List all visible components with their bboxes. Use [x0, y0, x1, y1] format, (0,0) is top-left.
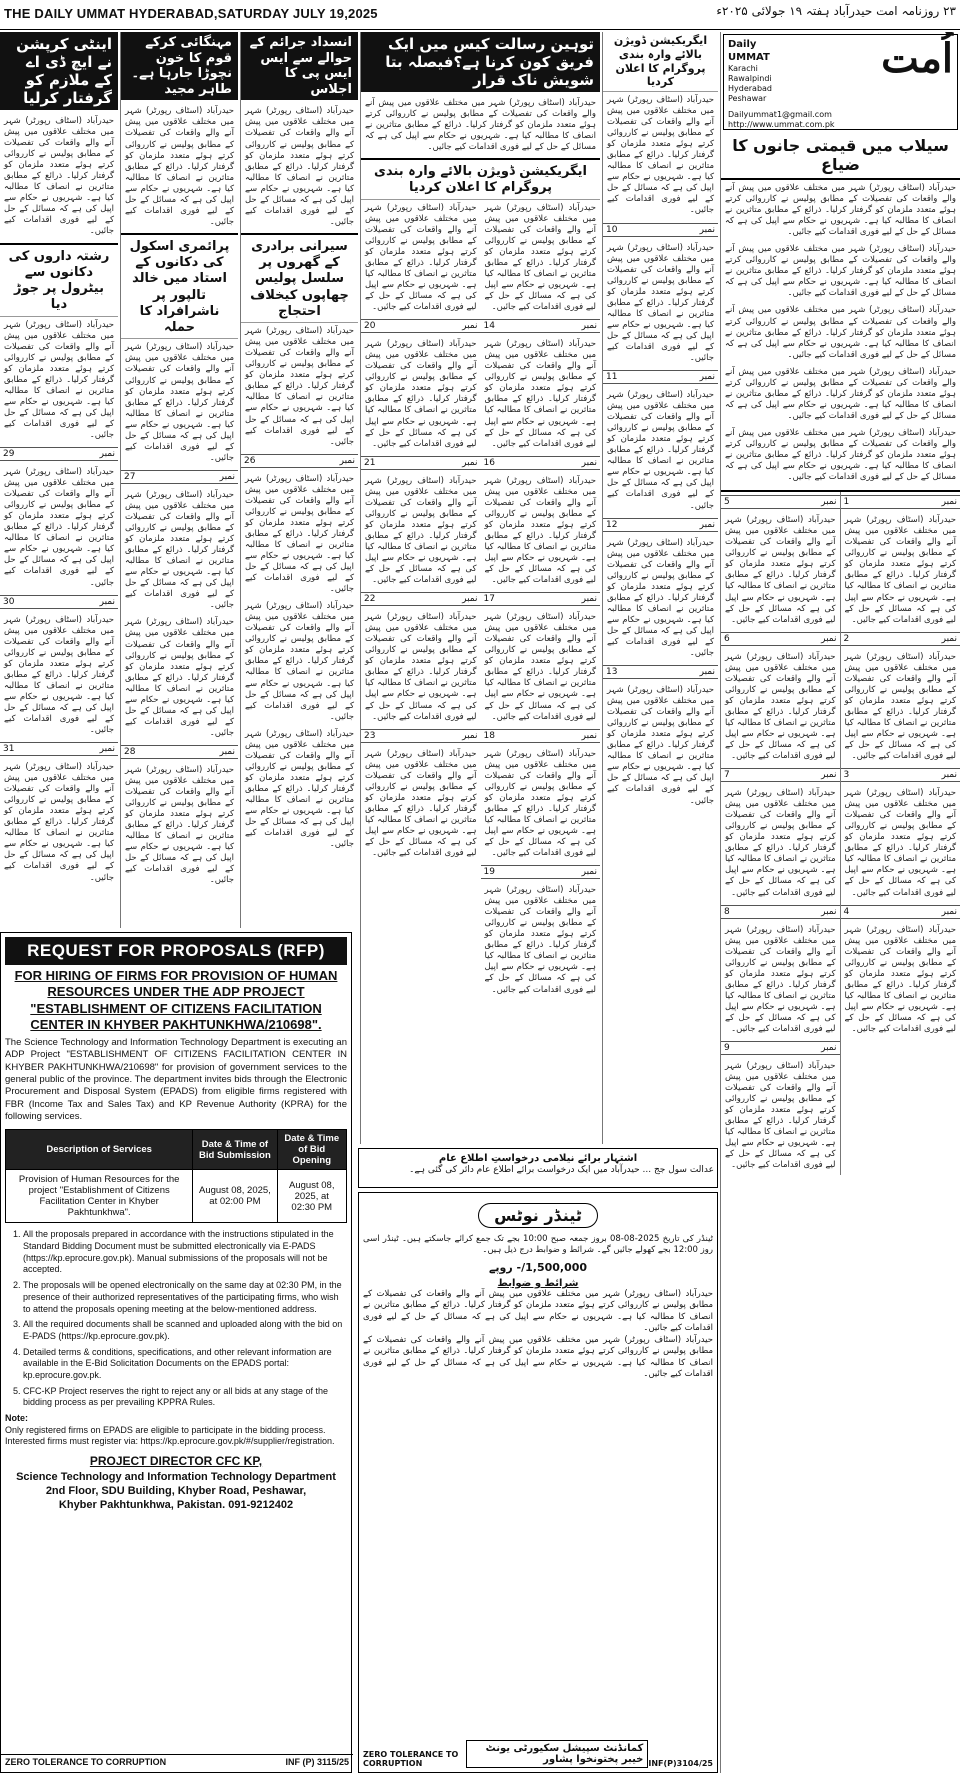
column-body-text: حیدرآباد (اسٹاف رپورٹر) شہر میں مختلف علاقوں میں پیش آنے والے واقعات کی تفصیلات کے مطابق پولیس نے کارروائی کرتے ہوئے متعدد ملزمان کو گرفتار کرلیا۔ ذرائع کے مطابق متاثرین نے انصاف کا مطالبہ کیا ہے۔ شہریوں نے حکام سے اپیل کی ہے کہ مسائل کے حل کے لیے فوری اقدامات کیے جائیں۔ — [4, 319, 114, 440]
news-column-2 — [240, 32, 358, 928]
list-item: 5. CFC-KP Project reserves the right to reject any or all bids at any stage of the bidding process as per prevailing KPPRA Rules. — [23, 1386, 347, 1409]
column-body-text: حیدرآباد (اسٹاف رپورٹر) شہر میں مختلف علاقوں میں پیش آنے والے واقعات کی تفصیلات کے مطابق پولیس نے کارروائی کرتے ہوئے متعدد ملزمان کو گرفتار کرلیا۔ ذرائع کے مطابق متاثرین نے انصاف کا مطالبہ کیا ہے۔ شہریوں نے حکام سے اپیل کی ہے کہ مسائل کے حل کے لیے فوری اقدامات کیے جائیں۔ — [4, 467, 114, 588]
table-header: Date & Time of Bid Opening — [277, 1130, 347, 1170]
story-number-box: نمبر 18 — [481, 729, 601, 743]
column-headline: مہنگائی کرکے قوم کا خون نچوڑا جارہا ہے۔طاہر مجید — [121, 32, 238, 100]
zero-tolerance-text: ZERO TOLERANCE TO CORRUPTION — [5, 1757, 167, 1767]
table-cell: Provision of Human Resources for the project "Establishment of Citizens Facilitation Center in Khyber Pakhtunkhwa". — [6, 1170, 193, 1223]
column-subheadline: سیرانی برادری کے گھروں پر سلسل پولیس چھاپوں کیخلاف احتجاج — [241, 237, 358, 323]
column-body-text: حیدرآباد (اسٹاف رپورٹر) شہر میں مختلف علاقوں میں پیش آنے والے واقعات کی تفصیلات کے مطابق پولیس نے کارروائی کرتے ہوئے متعدد ملزمان کو گرفتار کرلیا۔ ذرائع کے مطابق متاثرین نے انصاف کا مطالبہ کیا ہے۔ شہریوں نے حکام سے اپیل کی ہے کہ مسائل کے حل کے لیے فوری اقدامات کیے جائیں۔ — [365, 202, 477, 313]
tender-text: ٹینڈر کی تاریخ 2025-08-08 بروز جمعہ صبح 10:00 بجے تک جمع کرائے جاسکتے ہیں۔ ٹینڈر اسی روز 12:00 بجے کھولے جائیں گے۔ شرائط و ضوابط درج ذیل ہیں۔ — [363, 1234, 713, 1256]
public-notice — [358, 1148, 718, 1188]
column-body-text: حیدرآباد (اسٹاف رپورٹر) شہر میں مختلف علاقوں میں پیش آنے والے واقعات کی تفصیلات کے مطابق پولیس نے کارروائی کرتے ہوئے متعدد ملزمان کو گرفتار کرلیا۔ ذرائع کے مطابق متاثرین نے انصاف کا مطالبہ کیا ہے۔ شہریوں نے حکام سے اپیل کی ہے کہ مسائل کے حل کے لیے فوری اقدامات کیے جائیں۔ — [245, 326, 354, 447]
story-number-box: نمبر 21 — [361, 456, 481, 470]
news-column-1 — [360, 32, 600, 1144]
rfp-note-label: Note: — [5, 1413, 28, 1424]
rfp-advertisement — [0, 932, 352, 1773]
story-number-box: نمبر 26 — [241, 454, 358, 468]
column-body-text: حیدرآباد (اسٹاف رپورٹر) شہر میں مختلف علاقوں میں پیش آنے والے واقعات کی تفصیلات کے مطابق پولیس نے کارروائی کرتے ہوئے متعدد ملزمان کو گرفتار کرلیا۔ ذرائع کے مطابق متاثرین نے انصاف کا مطالبہ کیا ہے۔ شہریوں نے حکام سے اپیل کی ہے کہ مسائل کے حل کے لیے فوری اقدامات کیے جائیں۔ — [365, 612, 477, 722]
list-item: 3. All the required documents shall be scanned and uploaded along with the bid on E-PADS (https://kp.eprocure.gov.pk). — [23, 1319, 347, 1342]
column-body-text: حیدرآباد (اسٹاف رپورٹر) شہر میں مختلف علاقوں میں پیش آنے والے واقعات کی تفصیلات کے مطابق پولیس نے کارروائی کرتے ہوئے متعدد ملزمان کو گرفتار کرلیا۔ ذرائع کے مطابق متاثرین نے انصاف کا مطالبہ کیا ہے۔ شہریوں نے حکام سے اپیل کی ہے کہ مسائل کے حل کے لیے فوری اقدامات کیے جائیں۔ — [844, 515, 956, 625]
column-body-text: حیدرآباد (اسٹاف رپورٹر) شہر میں مختلف علاقوں میں پیش آنے والے واقعات کی تفصیلات کے مطابق پولیس نے کارروائی کرتے ہوئے متعدد ملزمان کو گرفتار کرلیا۔ ذرائع کے مطابق متاثرین نے انصاف کا مطالبہ کیا ہے۔ شہریوں نے حکام سے اپیل کی ہے کہ مسائل کے حل کے لیے فوری اقدامات کیے جائیں۔ — [484, 748, 596, 859]
story-number-box: نمبر 8 — [721, 905, 840, 919]
column-body-text: حیدرآباد (اسٹاف رپورٹر) شہر میں مختلف علاقوں میں پیش آنے والے واقعات کی تفصیلات کے مطابق پولیس نے کارروائی کرتے ہوئے متعدد ملزمان کو گرفتار کرلیا۔ ذرائع کے مطابق متاثرین نے انصاف کا مطالبہ کیا ہے۔ شہریوں نے حکام سے اپیل کی ہے کہ مسائل کے حل کے لیے فوری اقدامات کیے جائیں۔ — [365, 98, 596, 153]
story-number-box: نمبر 5 — [721, 495, 840, 509]
story-number-box: نمبر 3 — [841, 768, 960, 782]
column-body-text: حیدرآباد (اسٹاف رپورٹر) شہر میں مختلف علاقوں میں پیش آنے والے واقعات کی تفصیلات کے مطابق پولیس نے کارروائی کرتے ہوئے متعدد ملزمان کو گرفتار کرلیا۔ ذرائع کے مطابق متاثرین نے انصاف کا مطالبہ کیا ہے۔ شہریوں نے حکام سے اپیل کی ہے کہ مسائل کے حل کے لیے فوری اقدامات کیے جائیں۔ — [725, 1061, 836, 1171]
story-number-box: نمبر 20 — [361, 319, 481, 333]
tender-conditions: حیدرآباد (اسٹاف رپورٹر) شہر میں مختلف علاقوں میں پیش آنے والے واقعات کی تفصیلات کے مطابق پولیس نے کارروائی کرتے ہوئے متعدد ملزمان کو گرفتار کرلیا۔ ذرائع کے مطابق متاثرین نے انصاف کا مطالبہ کیا ہے۔ شہریوں نے حکام سے اپیل کی ہے کہ مسائل کے حل کے لیے فوری اقدامات کیے جائیں۔ — [363, 1334, 713, 1380]
zero-tolerance-text: ZERO TOLERANCE TO CORRUPTION — [363, 1750, 459, 1768]
rfp-schedule-table — [5, 1129, 347, 1223]
story-number-box: نمبر 7 — [721, 768, 840, 782]
editorial-body-text: حیدرآباد (اسٹاف رپورٹر) شہر میں مختلف علاقوں میں پیش آنے والے واقعات کی تفصیلات کے مطابق پولیس نے کارروائی کرتے ہوئے متعدد ملزمان کو گرفتار کرلیا۔ ذرائع کے مطابق متاثرین نے انصاف کا مطالبہ کیا ہے۔ شہریوں نے حکام سے اپیل کی ہے کہ مسائل کے حل کے لیے فوری اقدامات کیے جائیں۔ — [725, 366, 956, 421]
tender-notice-ad — [358, 1192, 718, 1773]
column-body-text: حیدرآباد (اسٹاف رپورٹر) شہر میں مختلف علاقوں میں پیش آنے والے واقعات کی تفصیلات کے مطابق پولیس نے کارروائی کرتے ہوئے متعدد ملزمان کو گرفتار کرلیا۔ ذرائع کے مطابق متاثرین نے انصاف کا مطالبہ کیا ہے۔ شہریوں نے حکام سے اپیل کی ہے کہ مسائل کے حل کے لیے فوری اقدامات کیے جائیں۔ — [365, 748, 477, 859]
story-number-box: نمبر 17 — [481, 592, 601, 606]
list-item: 4. Detailed terms & conditions, specifications, and other relevant information are available in the E-Bid Solicitation Documents on the EPADS portal: kp.eprocure.gov.pk. — [23, 1347, 347, 1382]
story-number-box: نمبر 10 — [603, 223, 718, 237]
column-headline: انسداد جرائم کے حوالے سے ایس ایس پی کا اجلاس — [241, 32, 358, 100]
inf-reference: INF (P) 3115/25 — [285, 1757, 349, 1767]
column-body-text: حیدرآباد (اسٹاف رپورٹر) شہر میں مختلف علاقوں میں پیش آنے والے واقعات کی تفصیلات کے مطابق پولیس نے کارروائی کرتے ہوئے متعدد ملزمان کو گرفتار کرلیا۔ ذرائع کے مطابق متاثرین نے انصاف کا مطالبہ کیا ہے۔ شہریوں نے حکام سے اپیل کی ہے کہ مسائل کے حل کے لیے فوری اقدامات کیے جائیں۔ — [125, 489, 234, 611]
notice-text: عدالت سول جج ... حیدرآباد میں ایک درخواست برائے اطلاع عام دائر کی گئی ہے۔ — [409, 1165, 714, 1175]
story-number-box: نمبر 11 — [603, 370, 718, 384]
masthead-urdu-title: ۲۳ روزنامہ امت حیدرآباد ہفتہ ۱۹ جولائی ۲۰۲۵ء — [716, 4, 956, 18]
column-body-text: حیدرآباد (اسٹاف رپورٹر) شہر میں مختلف علاقوں میں پیش آنے والے واقعات کی تفصیلات کے مطابق پولیس نے کارروائی کرتے ہوئے متعدد ملزمان کو گرفتار کرلیا۔ ذرائع کے مطابق متاثرین نے انصاف کا مطالبہ کیا ہے۔ شہریوں نے حکام سے اپیل کی ہے کہ مسائل کے حل کے لیے فوری اقدامات کیے جائیں۔ — [607, 242, 714, 363]
story-number-box: نمبر 31 — [0, 742, 118, 756]
tender-footer — [363, 1740, 713, 1768]
story-number-box: نمبر 1 — [841, 495, 960, 509]
column-subheadline: ایگریکیشن ڈویژن بالائے وارہ بندی پروگرام کا اعلان کردیا — [603, 32, 718, 92]
editorial-body-text: حیدرآباد (اسٹاف رپورٹر) شہر میں مختلف علاقوں میں پیش آنے والے واقعات کی تفصیلات کے مطابق پولیس نے کارروائی کرتے ہوئے متعدد ملزمان کو گرفتار کرلیا۔ ذرائع کے مطابق متاثرین نے انصاف کا مطالبہ کیا ہے۔ شہریوں نے حکام سے اپیل کی ہے کہ مسائل کے حل کے لیے فوری اقدامات کیے جائیں۔ — [725, 183, 956, 238]
story-number-box: نمبر 6 — [721, 632, 840, 646]
story-number-box: نمبر 27 — [121, 470, 238, 484]
tender-conditions: حیدرآباد (اسٹاف رپورٹر) شہر میں مختلف علاقوں میں پیش آنے والے واقعات کی تفصیلات کے مطابق پولیس نے کارروائی کرتے ہوئے متعدد ملزمان کو گرفتار کرلیا۔ ذرائع کے مطابق متاثرین نے انصاف کا مطالبہ کیا ہے۔ شہریوں نے حکام سے اپیل کی ہے کہ مسائل کے حل کے لیے فوری اقدامات کیے جائیں۔ — [363, 1288, 713, 1334]
editorial-body-text: حیدرآباد (اسٹاف رپورٹر) شہر میں مختلف علاقوں میں پیش آنے والے واقعات کی تفصیلات کے مطابق پولیس نے کارروائی کرتے ہوئے متعدد ملزمان کو گرفتار کرلیا۔ ذرائع کے مطابق متاثرین نے انصاف کا مطالبہ کیا ہے۔ شہریوں نے حکام سے اپیل کی ہے کہ مسائل کے حل کے لیے فوری اقدامات کیے جائیں۔ — [725, 427, 956, 483]
column-body-text: حیدرآباد (اسٹاف رپورٹر) شہر میں مختلف علاقوں میں پیش آنے والے واقعات کی تفصیلات کے مطابق پولیس نے کارروائی کرتے ہوئے متعدد ملزمان کو گرفتار کرلیا۔ ذرائع کے مطابق متاثرین نے انصاف کا مطالبہ کیا ہے۔ شہریوں نے حکام سے اپیل کی ہے کہ مسائل کے حل کے لیے فوری اقدامات کیے جائیں۔ — [607, 537, 714, 659]
column-body-text: حیدرآباد (اسٹاف رپورٹر) شہر میں مختلف علاقوں میں پیش آنے والے واقعات کی تفصیلات کے مطابق پولیس نے کارروائی کرتے ہوئے متعدد ملزمان کو گرفتار کرلیا۔ ذرائع کے مطابق متاثرین نے انصاف کا مطالبہ کیا ہے۔ شہریوں نے حکام سے اپیل کی ہے کہ مسائل کے حل کے لیے فوری اقدامات کیے جائیں۔ — [844, 924, 956, 1034]
notice-title: اشتہار برائے نیلامی درخواستِ اطلاع عام — [438, 1153, 638, 1164]
column-body-text: حیدرآباد (اسٹاف رپورٹر) شہر میں مختلف علاقوں میں پیش آنے والے واقعات کی تفصیلات کے مطابق پولیس نے کارروائی کرتے ہوئے متعدد ملزمان کو گرفتار کرلیا۔ ذرائع کے مطابق متاثرین نے انصاف کا مطالبہ کیا ہے۔ شہریوں نے حکام سے اپیل کی ہے کہ مسائل کے حل کے لیے فوری اقدامات کیے جائیں۔ — [484, 612, 596, 722]
rfp-subtitle: FOR HIRING OF FIRMS FOR PROVISION OF HUMAN RESOURCES UNDER THE ADP PROJECT "ESTABLISHMENT OF CITIZENS FACILITATION CENTER IN KHYBER PAKHTUNKHWA/210698". — [14, 968, 338, 1032]
list-item: 2. The proposals will be opened electronically on the same day at 02:30 PM, in the presence of their authorized representatives of the participating firms, who wish to attend the proposals opening meeting at the below-mentioned address. — [23, 1280, 347, 1315]
inf-reference: INF(P)3104/25 — [648, 1759, 713, 1768]
newspaper-logo-block — [723, 34, 958, 130]
story-number-box: نمبر 16 — [481, 456, 601, 470]
story-number-box: نمبر 30 — [0, 595, 118, 609]
story-number-box: نمبر 4 — [841, 905, 960, 919]
column-body-text: حیدرآباد (اسٹاف رپورٹر) شہر میں مختلف علاقوں میں پیش آنے والے واقعات کی تفصیلات کے مطابق پولیس نے کارروائی کرتے ہوئے متعدد ملزمان کو گرفتار کرلیا۔ ذرائع کے مطابق متاثرین نے انصاف کا مطالبہ کیا ہے۔ شہریوں نے حکام سے اپیل کی ہے کہ مسائل کے حل کے لیے فوری اقدامات کیے جائیں۔ — [125, 764, 234, 886]
rfp-note: Only registered firms on EPADS are eligible to participate in the bidding process. — [5, 1424, 326, 1435]
story-number-box: نمبر 14 — [481, 319, 601, 333]
editorial-headline: سیلاب میں قیمتی جانوں کا ضیاع — [721, 132, 960, 180]
rfp-points-list — [5, 1229, 347, 1409]
rfp-title: REQUEST FOR PROPOSALS (RFP) — [5, 937, 347, 965]
column-body-text: حیدرآباد (اسٹاف رپورٹر) شہر میں مختلف علاقوں میں پیش آنے والے واقعات کی تفصیلات کے مطابق پولیس نے کارروائی کرتے ہوئے متعدد ملزمان کو گرفتار کرلیا۔ ذرائع کے مطابق متاثرین نے انصاف کا مطالبہ کیا ہے۔ شہریوں نے حکام سے اپیل کی ہے کہ مسائل کے حل کے لیے فوری اقدامات کیے جائیں۔ — [245, 601, 354, 722]
news-column-4 — [0, 32, 118, 928]
rfp-footer — [1, 1754, 353, 1772]
masthead-bar — [0, 0, 960, 30]
column-body-text: حیدرآباد (اسٹاف رپورٹر) شہر میں مختلف علاقوں میں پیش آنے والے واقعات کی تفصیلات کے مطابق پولیس نے کارروائی کرتے ہوئے متعدد ملزمان کو گرفتار کرلیا۔ ذرائع کے مطابق متاثرین نے انصاف کا مطالبہ کیا ہے۔ شہریوں نے حکام سے اپیل کی ہے کہ مسائل کے حل کے لیے فوری اقدامات کیے جائیں۔ — [4, 116, 114, 237]
column-body-text: حیدرآباد (اسٹاف رپورٹر) شہر میں مختلف علاقوں میں پیش آنے والے واقعات کی تفصیلات کے مطابق پولیس نے کارروائی کرتے ہوئے متعدد ملزمان کو گرفتار کرلیا۔ ذرائع کے مطابق متاثرین نے انصاف کا مطالبہ کیا ہے۔ شہریوں نے حکام سے اپیل کی ہے کہ مسائل کے حل کے لیے فوری اقدامات کیے جائیں۔ — [725, 788, 836, 898]
story-number-box: نمبر 9 — [721, 1041, 840, 1055]
table-header: Date & Time of Bid Submission — [193, 1130, 277, 1170]
logo-latin-block: Daily UMMAT Karachi Rawalpindi Hyderabad Peshawar — [728, 39, 772, 103]
column-body-text: حیدرآباد (اسٹاف رپورٹر) شہر میں مختلف علاقوں میں پیش آنے والے واقعات کی تفصیلات کے مطابق پولیس نے کارروائی کرتے ہوئے متعدد ملزمان کو گرفتار کرلیا۔ ذرائع کے مطابق متاثرین نے انصاف کا مطالبہ کیا ہے۔ شہریوں نے حکام سے اپیل کی ہے کہ مسائل کے حل کے لیے فوری اقدامات کیے جائیں۔ — [607, 685, 714, 806]
column-body-text: حیدرآباد (اسٹاف رپورٹر) شہر میں مختلف علاقوں میں پیش آنے والے واقعات کی تفصیلات کے مطابق پولیس نے کارروائی کرتے ہوئے متعدد ملزمان کو گرفتار کرلیا۔ ذرائع کے مطابق متاثرین نے انصاف کا مطالبہ کیا ہے۔ شہریوں نے حکام سے اپیل کی ہے کہ مسائل کے حل کے لیے فوری اقدامات کیے جائیں۔ — [844, 651, 956, 762]
table-row — [6, 1170, 347, 1223]
column-subheadline: پرائمری اسکول کی دکانوں کے استاد میں خالد تالپور پر ناشرافراد کا حملہ — [121, 237, 238, 340]
rfp-project-director: PROJECT DIRECTOR CFC KP, Science Technology and Information Technology Department 2nd Floor, SDU Building, Khyber Road, Peshawar, Khyber Pakhtunkhwa, Pakistan. 091-9212402 — [16, 1454, 336, 1512]
tender-conditions-title: شرائط و ضوابط — [497, 1277, 579, 1289]
story-number-box: نمبر 12 — [603, 518, 718, 532]
column-headline: اینٹی کرپشن نے ایچ ڈی اے کے ملازم کو گرفتار کرلیا — [0, 32, 118, 110]
tender-stamp: کمانڈنٹ سپیشل سکیورٹی یونٹ خیبر پختونخوا پشاور — [466, 1740, 648, 1768]
column-body-text: حیدرآباد (اسٹاف رپورٹر) شہر میں مختلف علاقوں میں پیش آنے والے واقعات کی تفصیلات کے مطابق پولیس نے کارروائی کرتے ہوئے متعدد ملزمان کو گرفتار کرلیا۔ ذرائع کے مطابق متاثرین نے انصاف کا مطالبہ کیا ہے۔ شہریوں نے حکام سے اپیل کی ہے کہ مسائل کے حل کے لیے فوری اقدامات کیے جائیں۔ — [484, 885, 596, 995]
column-body-text: حیدرآباد (اسٹاف رپورٹر) شہر میں مختلف علاقوں میں پیش آنے والے واقعات کی تفصیلات کے مطابق پولیس نے کارروائی کرتے ہوئے متعدد ملزمان کو گرفتار کرلیا۔ ذرائع کے مطابق متاثرین نے انصاف کا مطالبہ کیا ہے۔ شہریوں نے حکام سے اپیل کی ہے کہ مسائل کے حل کے لیے فوری اقدامات کیے جائیں۔ — [484, 202, 596, 313]
news-column-3 — [120, 32, 238, 928]
column-body-text: حیدرآباد (اسٹاف رپورٹر) شہر میں مختلف علاقوں میں پیش آنے والے واقعات کی تفصیلات کے مطابق پولیس نے کارروائی کرتے ہوئے متعدد ملزمان کو گرفتار کرلیا۔ ذرائع کے مطابق متاثرین نے انصاف کا مطالبہ کیا ہے۔ شہریوں نے حکام سے اپیل کی ہے کہ مسائل کے حل کے لیے فوری اقدامات کیے جائیں۔ — [125, 342, 234, 463]
column-body-text: حیدرآباد (اسٹاف رپورٹر) شہر میں مختلف علاقوں میں پیش آنے والے واقعات کی تفصیلات کے مطابق پولیس نے کارروائی کرتے ہوئے متعدد ملزمان کو گرفتار کرلیا۔ ذرائع کے مطابق متاثرین نے انصاف کا مطالبہ کیا ہے۔ شہریوں نے حکام سے اپیل کی ہے کہ مسائل کے حل کے لیے فوری اقدامات کیے جائیں۔ — [725, 515, 836, 625]
column-body-text: حیدرآباد (اسٹاف رپورٹر) شہر میں مختلف علاقوں میں پیش آنے والے واقعات کی تفصیلات کے مطابق پولیس نے کارروائی کرتے ہوئے متعدد ملزمان کو گرفتار کرلیا۔ ذرائع کے مطابق متاثرین نے انصاف کا مطالبہ کیا ہے۔ شہریوں نے حکام سے اپیل کی ہے کہ مسائل کے حل کے لیے فوری اقدامات کیے جائیں۔ — [4, 614, 114, 736]
rfp-note: Interested firms must register via: https://kp.eprocure.gov.pk/#/supplier/registration. — [5, 1436, 335, 1447]
table-cell: August 08, 2025, at 02:00 PM — [193, 1170, 277, 1223]
rfp-intro: The Science Technology and Information Technology Department is executing an ADP Project "ESTABLISHMENT OF CITIZENS FACILITATION CENTER IN KHYBER PAKHTUNKHWA/210698" for provision of government services to the general public of the province. The department invites bids through the Electronic Procurement and Disposal System (EPADS) from eligible firms registered with FBR (Income Tax and Sales Tax) and KP Revenue Authority (KPRA) for the following services. — [5, 1037, 347, 1123]
story-number-box: نمبر 13 — [603, 665, 718, 679]
story-number-box: نمبر 28 — [121, 745, 238, 759]
column-body-text: حیدرآباد (اسٹاف رپورٹر) شہر میں مختلف علاقوں میں پیش آنے والے واقعات کی تفصیلات کے مطابق پولیس نے کارروائی کرتے ہوئے متعدد ملزمان کو گرفتار کرلیا۔ ذرائع کے مطابق متاثرین نے انصاف کا مطالبہ کیا ہے۔ شہریوں نے حکام سے اپیل کی ہے کہ مسائل کے حل کے لیے فوری اقدامات کیے جائیں۔ — [725, 651, 836, 762]
list-item: 1. All the proposals prepared in accordance with the instructions stipulated in the Standard Bidding Document must be submitted electronically via E-PADS (https://kp.eprocure.gov.pk). Manual submissions of the proposals will not be accepted. — [23, 1229, 347, 1276]
newspaper-page — [0, 32, 960, 1773]
right-editorial-column — [720, 32, 960, 1773]
column-body-text: حیدرآباد (اسٹاف رپورٹر) شہر میں مختلف علاقوں میں پیش آنے والے واقعات کی تفصیلات کے مطابق پولیس نے کارروائی کرتے ہوئے متعدد ملزمان کو گرفتار کرلیا۔ ذرائع کے مطابق متاثرین نے انصاف کا مطالبہ کیا ہے۔ شہریوں نے حکام سے اپیل کی ہے کہ مسائل کے حل کے لیے فوری اقدامات کیے جائیں۔ — [125, 106, 234, 227]
contact-website: http://www.ummat.com.pk — [728, 120, 835, 129]
column-body-text: حیدرآباد (اسٹاف رپورٹر) شہر میں مختلف علاقوں میں پیش آنے والے واقعات کی تفصیلات کے مطابق پولیس نے کارروائی کرتے ہوئے متعدد ملزمان کو گرفتار کرلیا۔ ذرائع کے مطابق متاثرین نے انصاف کا مطالبہ کیا ہے۔ شہریوں نے حکام سے اپیل کی ہے کہ مسائل کے حل کے لیے فوری اقدامات کیے جائیں۔ — [484, 475, 596, 586]
table-cell: August 08, 2025, at 02:30 PM — [277, 1170, 347, 1223]
column-subheadline: ایگریکیشن ڈویژن بالائے وارہ بندی پروگرام کا اعلان کردیا — [361, 162, 600, 200]
story-number-box: نمبر 2 — [841, 632, 960, 646]
story-number-box: نمبر 19 — [481, 865, 601, 879]
story-number-box: نمبر 22 — [361, 592, 481, 606]
column-body-text: حیدرآباد (اسٹاف رپورٹر) شہر میں مختلف علاقوں میں پیش آنے والے واقعات کی تفصیلات کے مطابق پولیس نے کارروائی کرتے ہوئے متعدد ملزمان کو گرفتار کرلیا۔ ذرائع کے مطابق متاثرین نے انصاف کا مطالبہ کیا ہے۔ شہریوں نے حکام سے اپیل کی ہے کہ مسائل کے حل کے لیے فوری اقدامات کیے جائیں۔ — [365, 475, 477, 586]
tender-title: ٹینڈر نوٹس — [478, 1203, 598, 1228]
table-header: Description of Services — [6, 1130, 193, 1170]
column-body-text: حیدرآباد (اسٹاف رپورٹر) شہر میں مختلف علاقوں میں پیش آنے والے واقعات کی تفصیلات کے مطابق پولیس نے کارروائی کرتے ہوئے متعدد ملزمان کو گرفتار کرلیا۔ ذرائع کے مطابق متاثرین نے انصاف کا مطالبہ کیا ہے۔ شہریوں نے حکام سے اپیل کی ہے کہ مسائل کے حل کے لیے فوری اقدامات کیے جائیں۔ — [4, 762, 114, 883]
story-number-box: نمبر 23 — [361, 729, 481, 743]
column-headline: توہین رسالت کیس میں ایک فریق کون کرنا ہے؟فیصلہ بتا شویش ناک قرار — [361, 32, 600, 92]
column-body-text: حیدرآباد (اسٹاف رپورٹر) شہر میں مختلف علاقوں میں پیش آنے والے واقعات کی تفصیلات کے مطابق پولیس نے کارروائی کرتے ہوئے متعدد ملزمان کو گرفتار کرلیا۔ ذرائع کے مطابق متاثرین نے انصاف کا مطالبہ کیا ہے۔ شہریوں نے حکام سے اپیل کی ہے کہ مسائل کے حل کے لیے فوری اقدامات کیے جائیں۔ — [125, 617, 234, 738]
contact-email: Dailyummat1@gmail.com — [728, 110, 832, 119]
column-body-text: حیدرآباد (اسٹاف رپورٹر) شہر میں مختلف علاقوں میں پیش آنے والے واقعات کی تفصیلات کے مطابق پولیس نے کارروائی کرتے ہوئے متعدد ملزمان کو گرفتار کرلیا۔ ذرائع کے مطابق متاثرین نے انصاف کا مطالبہ کیا ہے۔ شہریوں نے حکام سے اپیل کی ہے کہ مسائل کے حل کے لیے فوری اقدامات کیے جائیں۔ — [365, 339, 477, 449]
column-body-text: حیدرآباد (اسٹاف رپورٹر) شہر میں مختلف علاقوں میں پیش آنے والے واقعات کی تفصیلات کے مطابق پولیس نے کارروائی کرتے ہوئے متعدد ملزمان کو گرفتار کرلیا۔ ذرائع کے مطابق متاثرین نے انصاف کا مطالبہ کیا ہے۔ شہریوں نے حکام سے اپیل کی ہے کہ مسائل کے حل کے لیے فوری اقدامات کیے جائیں۔ — [725, 924, 836, 1034]
column-body-text: حیدرآباد (اسٹاف رپورٹر) شہر میں مختلف علاقوں میں پیش آنے والے واقعات کی تفصیلات کے مطابق پولیس نے کارروائی کرتے ہوئے متعدد ملزمان کو گرفتار کرلیا۔ ذرائع کے مطابق متاثرین نے انصاف کا مطالبہ کیا ہے۔ شہریوں نے حکام سے اپیل کی ہے کہ مسائل کے حل کے لیے فوری اقدامات کیے جائیں۔ — [245, 728, 354, 850]
editorial-body-text: حیدرآباد (اسٹاف رپورٹر) شہر میں مختلف علاقوں میں پیش آنے والے واقعات کی تفصیلات کے مطابق پولیس نے کارروائی کرتے ہوئے متعدد ملزمان کو گرفتار کرلیا۔ ذرائع کے مطابق متاثرین نے انصاف کا مطالبہ کیا ہے۔ شہریوں نے حکام سے اپیل کی ہے کہ مسائل کے حل کے لیے فوری اقدامات کیے جائیں۔ — [725, 244, 956, 299]
column-body-text: حیدرآباد (اسٹاف رپورٹر) شہر میں مختلف علاقوں میں پیش آنے والے واقعات کی تفصیلات کے مطابق پولیس نے کارروائی کرتے ہوئے متعدد ملزمان کو گرفتار کرلیا۔ ذرائع کے مطابق متاثرین نے انصاف کا مطالبہ کیا ہے۔ شہریوں نے حکام سے اپیل کی ہے کہ مسائل کے حل کے لیے فوری اقدامات کیے جائیں۔ — [607, 95, 714, 216]
masthead-english-title: THE DAILY UMMAT HYDERABAD,SATURDAY JULY 19,2025 — [4, 6, 378, 21]
editorial-side-column — [602, 32, 718, 1144]
tender-amount: 1,500,000/- روپے — [488, 1260, 588, 1274]
column-body-text: حیدرآباد (اسٹاف رپورٹر) شہر میں مختلف علاقوں میں پیش آنے والے واقعات کی تفصیلات کے مطابق پولیس نے کارروائی کرتے ہوئے متعدد ملزمان کو گرفتار کرلیا۔ ذرائع کے مطابق متاثرین نے انصاف کا مطالبہ کیا ہے۔ شہریوں نے حکام سے اپیل کی ہے کہ مسائل کے حل کے لیے فوری اقدامات کیے جائیں۔ — [844, 788, 956, 898]
column-body-text: حیدرآباد (اسٹاف رپورٹر) شہر میں مختلف علاقوں میں پیش آنے والے واقعات کی تفصیلات کے مطابق پولیس نے کارروائی کرتے ہوئے متعدد ملزمان کو گرفتار کرلیا۔ ذرائع کے مطابق متاثرین نے انصاف کا مطالبہ کیا ہے۔ شہریوں نے حکام سے اپیل کی ہے کہ مسائل کے حل کے لیے فوری اقدامات کیے جائیں۔ — [245, 106, 354, 227]
column-body-text: حیدرآباد (اسٹاف رپورٹر) شہر میں مختلف علاقوں میں پیش آنے والے واقعات کی تفصیلات کے مطابق پولیس نے کارروائی کرتے ہوئے متعدد ملزمان کو گرفتار کرلیا۔ ذرائع کے مطابق متاثرین نے انصاف کا مطالبہ کیا ہے۔ شہریوں نے حکام سے اپیل کی ہے کہ مسائل کے حل کے لیے فوری اقدامات کیے جائیں۔ — [607, 390, 714, 511]
newspaper-logo: اُمت — [881, 35, 953, 82]
column-subheadline: رشتہ داروں کی دکانوں سے بیٹرول پر جوڑ دیا — [0, 247, 118, 317]
column-body-text: حیدرآباد (اسٹاف رپورٹر) شہر میں مختلف علاقوں میں پیش آنے والے واقعات کی تفصیلات کے مطابق پولیس نے کارروائی کرتے ہوئے متعدد ملزمان کو گرفتار کرلیا۔ ذرائع کے مطابق متاثرین نے انصاف کا مطالبہ کیا ہے۔ شہریوں نے حکام سے اپیل کی ہے کہ مسائل کے حل کے لیے فوری اقدامات کیے جائیں۔ — [245, 473, 354, 595]
editorial-body-text: حیدرآباد (اسٹاف رپورٹر) شہر میں مختلف علاقوں میں پیش آنے والے واقعات کی تفصیلات کے مطابق پولیس نے کارروائی کرتے ہوئے متعدد ملزمان کو گرفتار کرلیا۔ ذرائع کے مطابق متاثرین نے انصاف کا مطالبہ کیا ہے۔ شہریوں نے حکام سے اپیل کی ہے کہ مسائل کے حل کے لیے فوری اقدامات کیے جائیں۔ — [725, 305, 956, 360]
story-number-box: نمبر 29 — [0, 447, 118, 461]
column-body-text: حیدرآباد (اسٹاف رپورٹر) شہر میں مختلف علاقوں میں پیش آنے والے واقعات کی تفصیلات کے مطابق پولیس نے کارروائی کرتے ہوئے متعدد ملزمان کو گرفتار کرلیا۔ ذرائع کے مطابق متاثرین نے انصاف کا مطالبہ کیا ہے۔ شہریوں نے حکام سے اپیل کی ہے کہ مسائل کے حل کے لیے فوری اقدامات کیے جائیں۔ — [484, 339, 596, 449]
